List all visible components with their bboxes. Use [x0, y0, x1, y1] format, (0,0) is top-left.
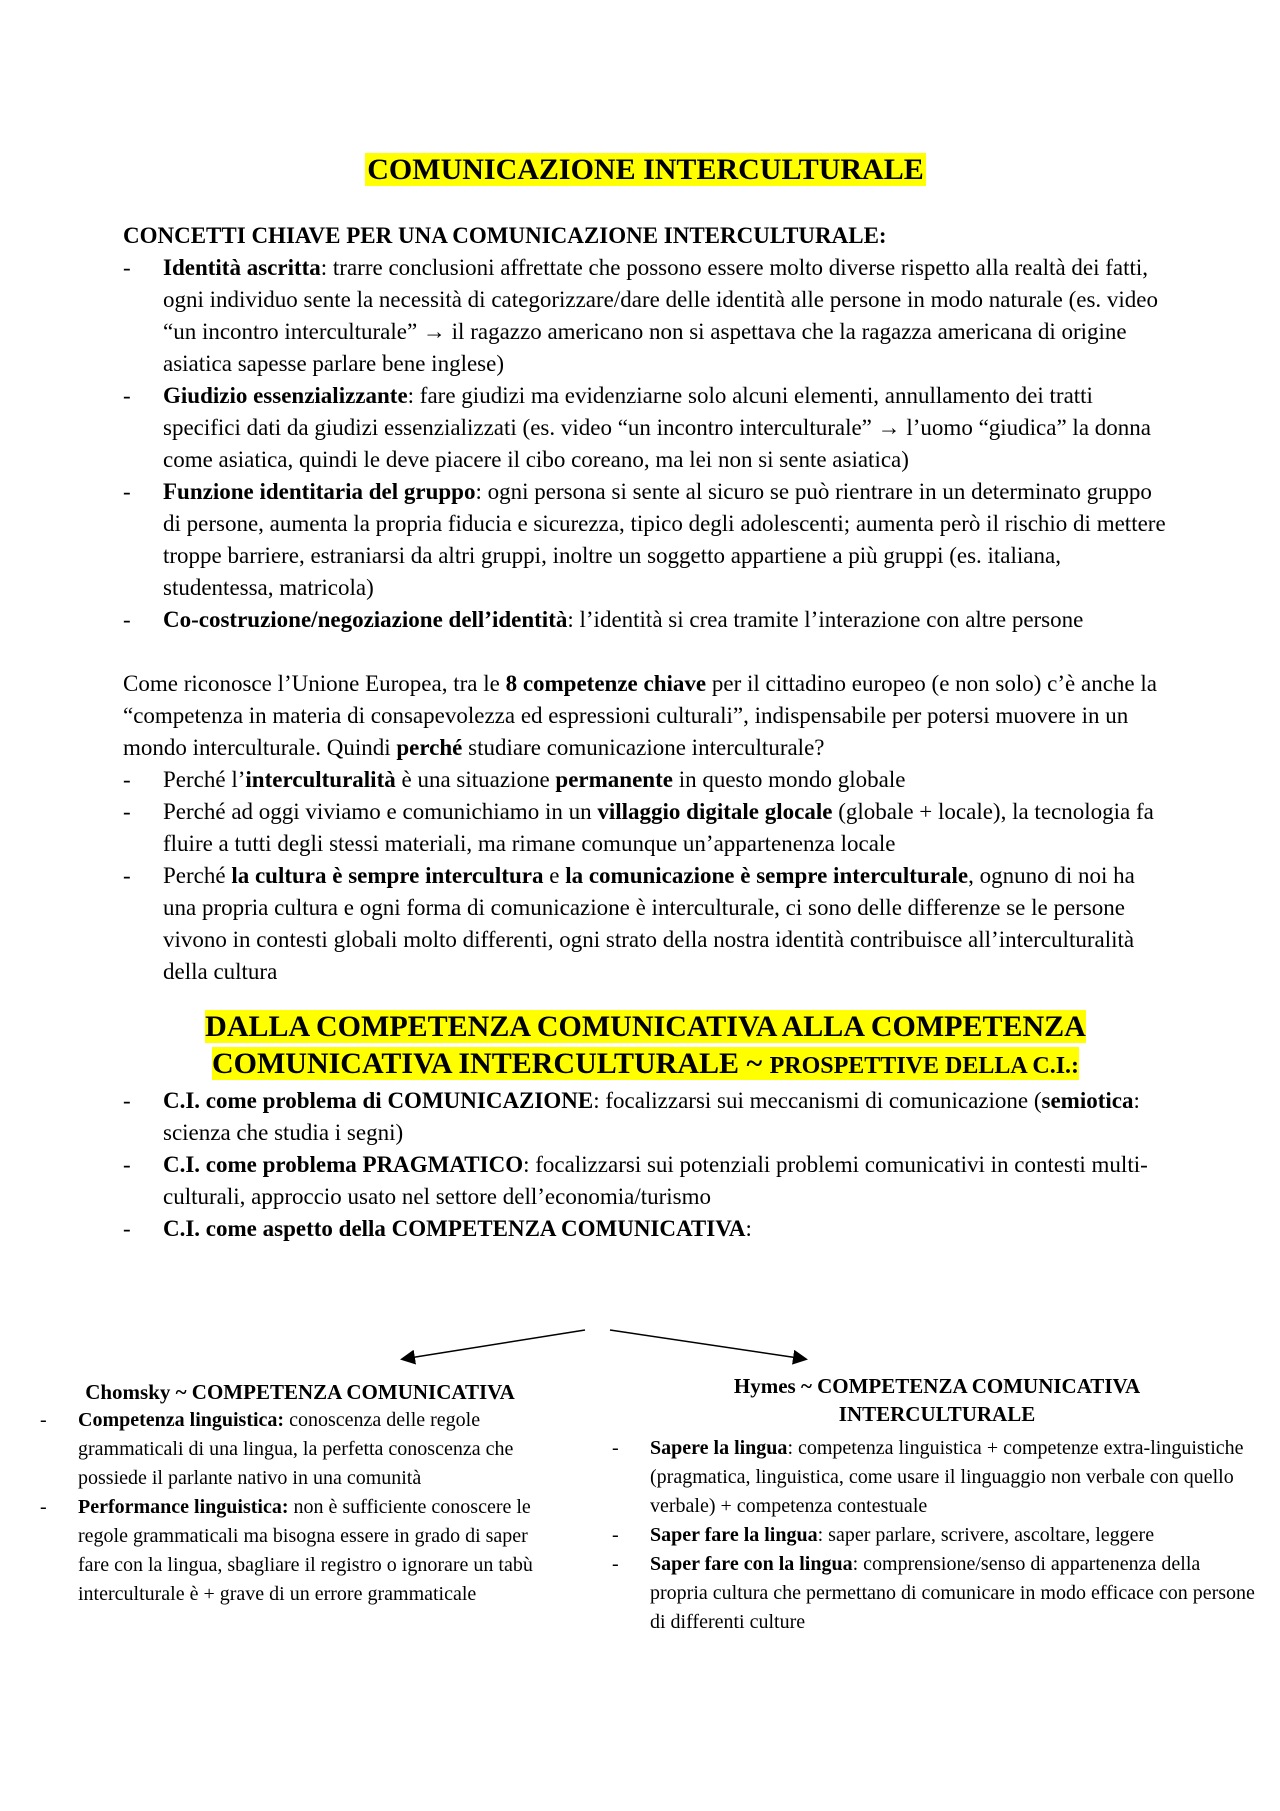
list-item: - Perché ad oggi viviamo e comunichiamo in un villaggio digitale glocale (globale + locale), la tecnologia fa fluire a tutti degli stessi materiali, ma rimane comunque un’appartenenza locale: [123, 796, 1168, 860]
eu-paragraph: Come riconosce l’Unione Europea, tra le 8 competenze chiave per il cittadino europeo (e non solo) c’è anche la “competenza in materia di consapevolezza ed espressioni culturali”, indispensabile per potersi muovere in un mondo interculturale. Quindi perché studiare comunicazione interculturale?: [123, 671, 1157, 760]
key-concepts-list: [123, 252, 1168, 636]
arrow-left: [403, 1330, 585, 1359]
hymes-list: [612, 1434, 1262, 1637]
chomsky-heading: Chomsky ~ COMPETENZA COMUNICATIVA: [85, 1380, 515, 1404]
list-item: - Saper fare la lingua: saper parlare, scrivere, ascoltare, leggere: [612, 1521, 1262, 1550]
list-item: - C.I. come aspetto della COMPETENZA COMUNICATIVA:: [123, 1213, 1168, 1245]
document-page: [123, 150, 1168, 1245]
hymes-heading: Hymes ~ COMPETENZA COMUNICATIVA INTERCULTURALE: [733, 1374, 1141, 1426]
arrow-right: [610, 1330, 805, 1359]
chomsky-list: [40, 1406, 560, 1609]
perspectives-list: [123, 1085, 1168, 1245]
list-item: - C.I. come problema PRAGMATICO: focalizzarsi sui potenziali problemi comunicativi in contesti multi-culturali, approccio usato nel settore dell’economia/turismo: [123, 1149, 1168, 1213]
list-item: - Co-costruzione/negoziazione dell’identità: l’identità si crea tramite l’interazione con altre persone: [123, 604, 1168, 636]
hymes-column: [612, 1372, 1262, 1637]
list-item: - Sapere la lingua: competenza linguistica + competenze extra-linguistiche (pragmatica, linguistica, come usare il linguaggio non verbale con quello verbale) + competenza contestuale: [612, 1434, 1262, 1521]
section1-heading: CONCETTI CHIAVE PER UNA COMUNICAZIONE INTERCULTURALE:: [123, 223, 887, 248]
section3-title: DALLA COMPETENZA COMUNICATIVA ALLA COMPETENZA COMUNICATIVA INTERCULTURALE ~ PROSPETTIVE DELLA C.I.:: [205, 1010, 1086, 1080]
list-item: - Perché la cultura è sempre intercultura e la comunicazione è sempre interculturale, ognuno di noi ha una propria cultura e ogni forma di comunicazione è interculturale, ci sono delle differenze se le persone vivono in contesti globali molto differenti, ogni strato della nostra identità contribuisce all’interculturalità della cultura: [123, 860, 1168, 988]
list-item: - Identità ascritta: trarre conclusioni affrettate che possono essere molto diverse rispetto alla realtà dei fatti, ogni individuo sente la necessità di categorizzare/dare delle identità alle persone in modo naturale (es. video “un incontro interculturale” → il ragazzo americano non si aspettava che la ragazza americana di origine asiatica sapesse parlare bene inglese): [123, 252, 1168, 380]
list-item: - C.I. come problema di COMUNICAZIONE: focalizzarsi sui meccanismi di comunicazione (semiotica: scienza che studia i segni): [123, 1085, 1168, 1149]
list-item: - Giudizio essenzializzante: fare giudizi ma evidenziarne solo alcuni elementi, annullamento dei tratti specifici dati da giudizi essenzializzati (es. video “un incontro interculturale” → l’uomo “giudica” la donna come asiatica, quindi le deve piacere il cibo coreano, ma lei non si sente asiatica): [123, 380, 1168, 476]
list-item: - Performance linguistica: non è sufficiente conoscere le regole grammaticali ma bisogna essere in grado di saper fare con la lingua, sbagliare il registro o ignorare un tabù interculturale è + grave di un errore grammaticale: [40, 1493, 560, 1609]
list-item: - Saper fare con la lingua: comprensione/senso di appartenenza della propria cultura che permettano di comunicare in modo efficace con persone di differenti culture: [612, 1550, 1262, 1637]
list-item: - Competenza linguistica: conoscenza delle regole grammaticali di una lingua, la perfetta conoscenza che possiede il parlante nativo in una comunità: [40, 1406, 560, 1493]
why-list: [123, 764, 1168, 988]
list-item: - Funzione identitaria del gruppo: ogni persona si sente al sicuro se può rientrare in un determinato gruppo di persone, aumenta la propria fiducia e sicurezza, tipico degli adolescenti; aumenta però il rischio di mettere troppe barriere, estraniarsi da altri gruppi, inoltre un soggetto appartiene a più gruppi (es. italiana, studentessa, matricola): [123, 476, 1168, 604]
list-item: - Perché l’interculturalità è una situazione permanente in questo mondo globale: [123, 764, 1168, 796]
document-title: COMUNICAZIONE INTERCULTURALE: [367, 153, 924, 186]
chomsky-column: [40, 1378, 560, 1609]
